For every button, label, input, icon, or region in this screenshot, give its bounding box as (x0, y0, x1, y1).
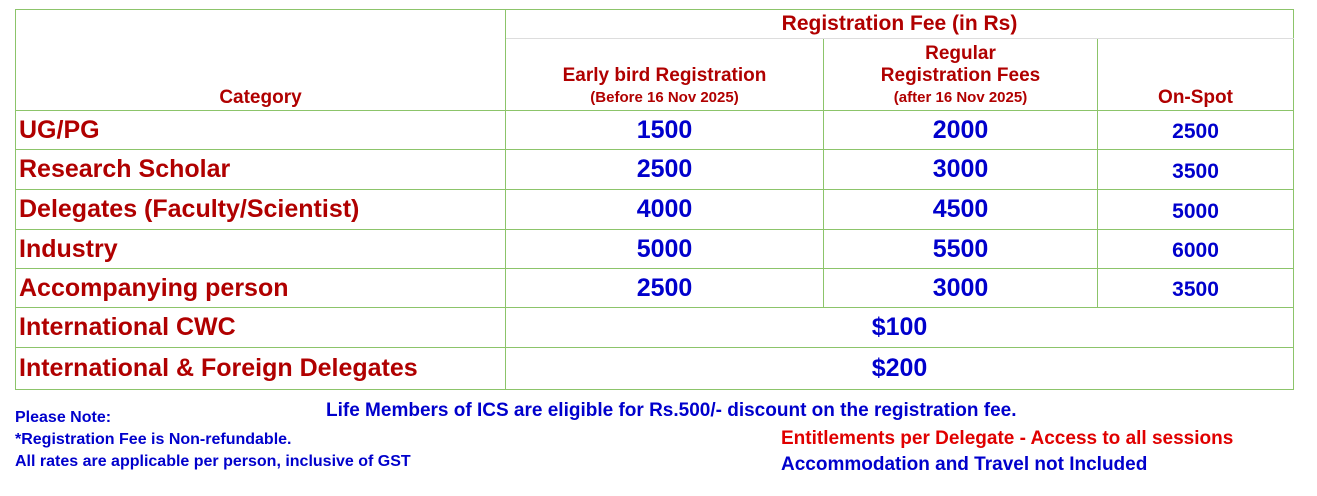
registration-fee-table (15, 9, 1294, 390)
table-row: International CWC $100 (16, 308, 1294, 348)
early-bird-header: Early bird Registration (Before 16 Nov 2025) (506, 39, 824, 111)
table-row: International & Foreign Delegates $200 (16, 348, 1294, 390)
table-row: Delegates (Faculty/Scientist) 4000 4500 5000 (16, 190, 1294, 230)
accommodation-note: Accommodation and Travel not Included (781, 454, 1148, 475)
note-gst: All rates are applicable per person, inclusive of GST (15, 453, 411, 470)
discount-note: Life Members of ICS are eligible for Rs.500/- discount on the registration fee. (326, 400, 1017, 421)
regular-header: Regular Registration Fees (after 16 Nov 2025) (824, 39, 1098, 111)
onspot-header: On-Spot (1098, 39, 1294, 111)
note-nonrefundable: *Registration Fee is Non-refundable. (15, 431, 292, 448)
note-title: Please Note: (15, 409, 112, 426)
table-row: Accompanying person 2500 3000 3500 (16, 269, 1294, 308)
table-row: UG/PG 1500 2000 2500 (16, 111, 1294, 150)
category-header: Category (16, 10, 506, 111)
fee-group-header: Registration Fee (in Rs) (506, 10, 1294, 39)
table-row: Research Scholar 2500 3000 3500 (16, 150, 1294, 190)
entitlements-note: Entitlements per Delegate - Access to all sessions (781, 428, 1234, 449)
table-row: Industry 5000 5500 6000 (16, 230, 1294, 269)
